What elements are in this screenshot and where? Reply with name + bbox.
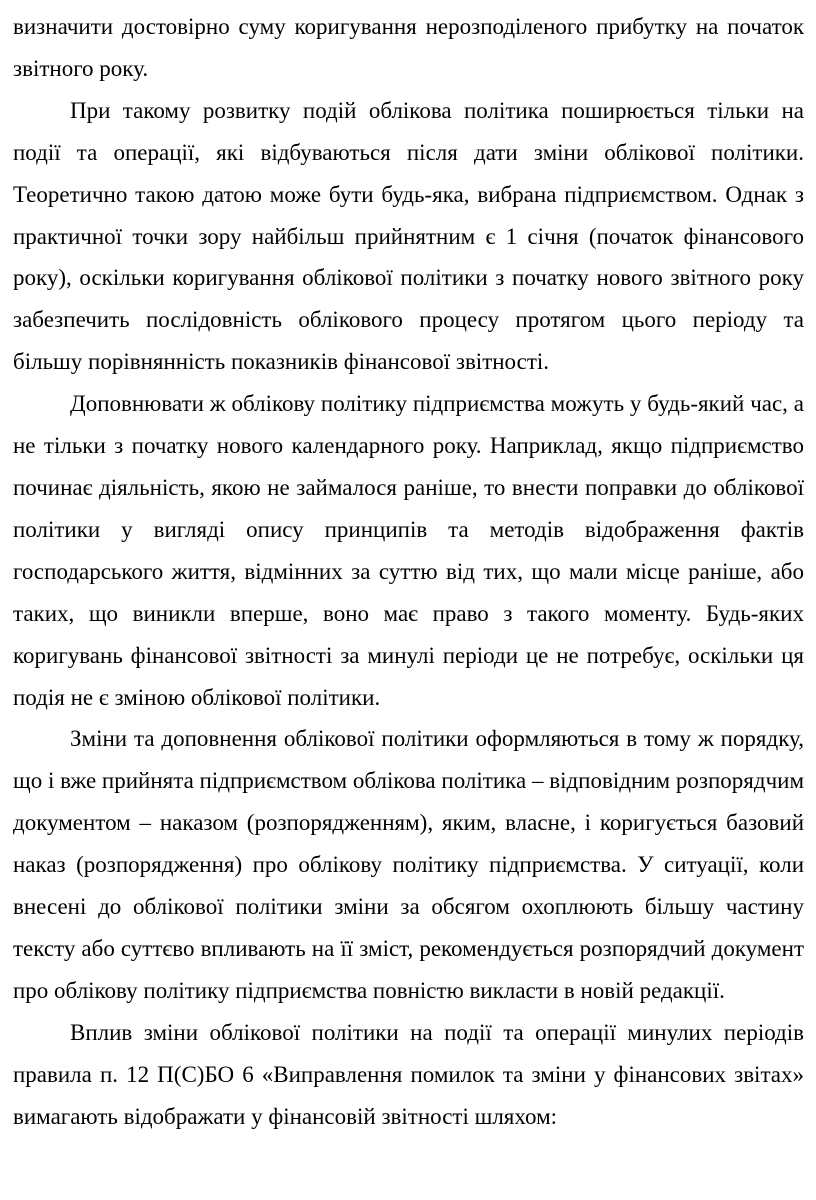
paragraph-policy-change-effect: Вплив зміни облікової політики на події та операції минулих періодів правила п. 12 П(С)БО 6 «Виправлення помилок та зміни у фінансових звітах» вимагають відображати у фінансовій звітності шляхом: [13, 1019, 804, 1129]
paragraph-continuation: визначити достовірно суму коригування нерозподіленого прибутку на початок звітного року. [13, 14, 804, 81]
paragraph-policy-effective-date: При такому розвитку подій облікова політика поширюється тільки на події та операції, які відбуваються після дати зміни облікової політики. Теоретично такою датою може бути будь-яка, вибрана підприємством. Однак з практичної точки зору найбільш прийнятним є 1 січня (початок фінансового року), оскільки коригування облікової політики з початку нового звітного року забезпечить послідовність облікового процесу протягом цього періоду та більшу порівнянність показників фінансової звітності. [13, 97, 804, 375]
paragraph-policy-supplements: Доповнювати ж облікову політику підприємства можуть у будь-який час, а не тільки з початку нового календарного року. Наприклад, якщо підприємство починає діяльність, якою не займалося раніше, то внести поправки до облікової політики у вигляді опису принципів та методів відображення фактів господарського життя, відмінних за суттю від тих, що мали місце раніше, або таких, що виникли вперше, воно має право з такого моменту. Будь-яких коригувань фінансової звітності за минулі періоди це не потребує, оскільки ця подія не є зміною облікової політики. [13, 391, 804, 710]
paragraph-policy-changes-order: Зміни та доповнення облікової політики оформляються в тому ж порядку, що і вже прийнята підприємством облікова політика – відповідним розпорядчим документом – наказом (розпорядженням), яким, власне, і коригується базовий наказ (розпорядження) про облікову політику підприємства. У ситуації, коли внесені до облікової політики зміни за обсягом охоплюють більшу частину тексту або суттєво впливають на її зміст, рекомендується розпорядчий документ про облікову політику підприємства повністю викласти в новій редакції. [13, 726, 804, 1003]
